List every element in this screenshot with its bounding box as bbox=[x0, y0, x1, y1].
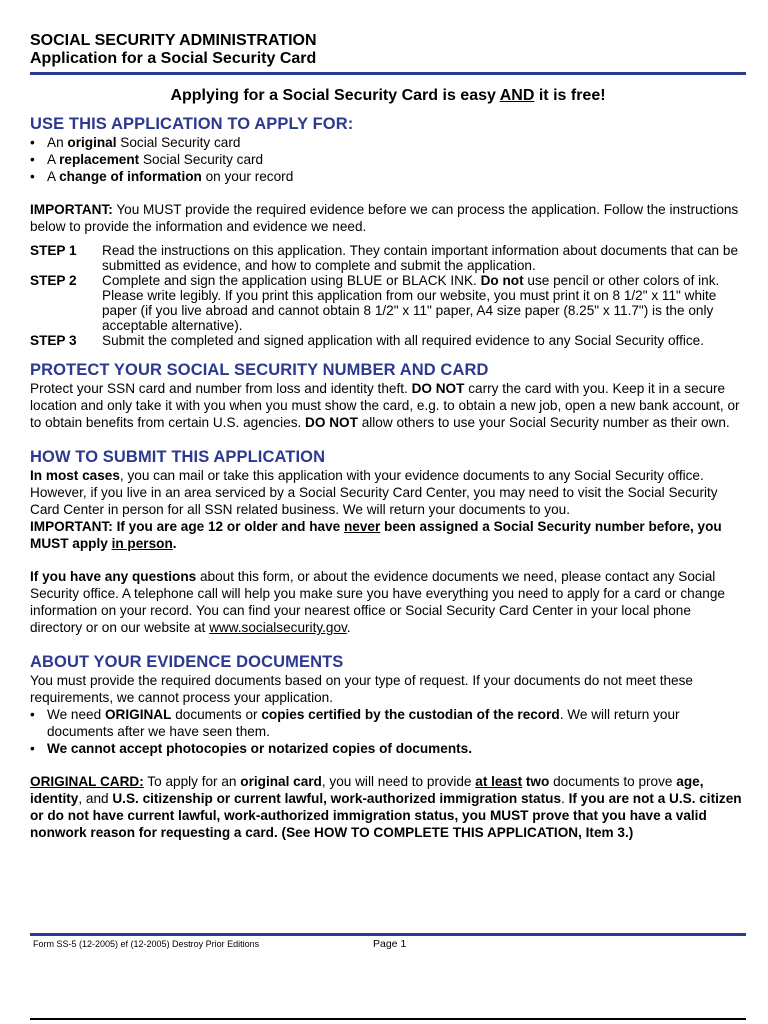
questions-text: If you have any questions about this form, or about the evidence documents we need, please contact any Social Security office. A telephone call will help you make sure you have everything you need to apply for a card or change information on your record. You can find your nearest office or Social Security Card Center in your local phone directory or on our website at www.socialsecurity.gov. bbox=[30, 569, 725, 635]
list-item: • We cannot accept photocopies or notarized copies of documents. bbox=[30, 741, 472, 756]
in-person-note: IMPORTANT: If you are age 12 or older and have never been assigned a Social Security number before, you MUST apply in person. bbox=[30, 519, 722, 551]
form-number: Form SS-5 (12-2005) ef (12-2005) Destroy Prior Editions bbox=[33, 939, 260, 949]
list-item: • An original Social Security card bbox=[30, 135, 241, 150]
important-note: IMPORTANT: You MUST provide the required evidence before we can process the application. Follow the instructions below to provide the information and evidence we need. bbox=[30, 202, 739, 234]
protect-text: Protect your SSN card and number from loss and identity theft. DO NOT carry the card with you. Keep it in a secure location and only take it with you when you must show the card, e.g. to obtain a new job, open a new bank account, or to obtain benefits from certain U.S. agencies. DO NOT allow others to use your Social Security number as their own. bbox=[30, 381, 740, 430]
agency-name: SOCIAL SECURITY ADMINISTRATION bbox=[30, 32, 317, 49]
website-link[interactable]: www.socialsecurity.gov bbox=[209, 620, 347, 635]
footer-rule bbox=[30, 933, 746, 936]
original-card-text: ORIGINAL CARD: To apply for an original card, you will need to provide at least two documents to prove age, identity, and U.S. citizenship or current lawful, work-authorized immigration status. If you are not a U.S. citizen or do not have current lawful, work-authorized immigration status, you MUST prove that you have a valid nonwork reason for requesting a card. (See HOW TO COMPLETE THIS APPLICATION, Item 3.) bbox=[30, 774, 742, 840]
page-number: Page 1 bbox=[373, 938, 407, 950]
step-1: STEP 1 Read the instructions on this application. They contain important information about documents that can be submitted as evidence, and how to complete and submit the application. bbox=[30, 243, 739, 273]
submit-heading: HOW TO SUBMIT THIS APPLICATION bbox=[30, 448, 326, 466]
header-rule bbox=[30, 72, 746, 75]
list-item: • A replacement Social Security card bbox=[30, 152, 264, 167]
apply-for-list bbox=[30, 134, 746, 185]
submit-text: In most cases, you can mail or take this application with your evidence documents to any Social Security office. However, if you live in an area serviced by a Social Security Card Center, you may need to visit the Social Security Card Center in person for all SSN related business. We will return your documents to you. bbox=[30, 468, 718, 517]
protect-heading: PROTECT YOUR SOCIAL SECURITY NUMBER AND CARD bbox=[30, 361, 489, 379]
steps bbox=[30, 243, 746, 348]
evidence-intro: You must provide the required documents based on your type of request. If your documents do not meet these requirements, we cannot process your application. bbox=[30, 673, 693, 705]
step-2: STEP 2 Complete and sign the application using BLUE or BLACK INK. Do not use pencil or other colors of ink. Please write legibly. If you print this application from our website, you must print it on 8 1/2" x 11" white paper (if you live abroad and cannot obtain 8 1/2" x 11" paper, A4 size paper (8.25" x 11.7") is the only acceptable alternative). bbox=[30, 273, 720, 333]
use-heading: USE THIS APPLICATION TO APPLY FOR: bbox=[30, 115, 354, 133]
list-item: • We need ORIGINAL documents or copies certified by the custodian of the record. We will return your documents after we have seen them. bbox=[30, 707, 680, 739]
bottom-divider bbox=[30, 1018, 746, 1020]
list-item: • A change of information on your record bbox=[30, 169, 294, 184]
evidence-heading: ABOUT YOUR EVIDENCE DOCUMENTS bbox=[30, 653, 344, 671]
page-title: Application for a Social Security Card bbox=[30, 50, 317, 67]
tagline: Applying for a Social Security Card is easy AND it is free! bbox=[170, 87, 606, 104]
form-page bbox=[30, 32, 746, 841]
evidence-list bbox=[30, 706, 746, 757]
step-3: STEP 3 Submit the completed and signed application with all required evidence to any Social Security office. bbox=[30, 333, 705, 348]
